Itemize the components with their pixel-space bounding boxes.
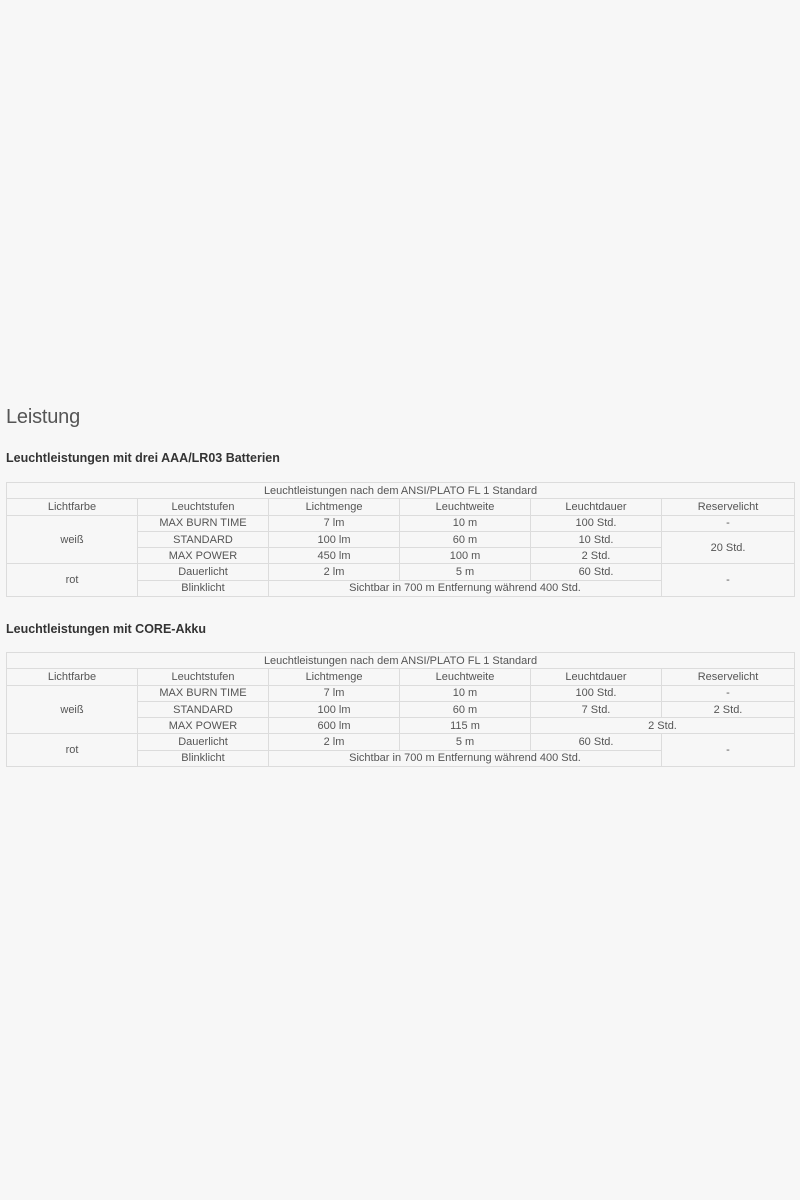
table-cell: 60 m	[400, 701, 531, 717]
table-cell: 2 lm	[269, 564, 400, 580]
table-cell: -	[662, 564, 795, 597]
table-cell: 10 m	[400, 685, 531, 701]
table-cell: 115 m	[400, 718, 531, 734]
table-cell: 7 lm	[269, 685, 400, 701]
header-row	[7, 669, 795, 685]
table-cell: 5 m	[400, 564, 531, 580]
column-header: Lichtfarbe	[7, 669, 138, 685]
table-cell: 7 Std.	[531, 701, 662, 717]
header-row	[7, 499, 795, 515]
light-color-cell: rot	[7, 734, 138, 767]
table-cell: STANDARD	[138, 531, 269, 547]
table-cell: -	[662, 685, 795, 701]
table-cell: 60 m	[400, 531, 531, 547]
table-cell: Blinklicht	[138, 580, 269, 596]
table-row	[7, 515, 795, 531]
table-row	[7, 734, 795, 750]
light-color-cell: weiß	[7, 685, 138, 734]
column-header: Leuchtstufen	[138, 499, 269, 515]
section-title: Leistung	[6, 406, 81, 428]
column-header: Lichtmenge	[269, 669, 400, 685]
table-cell: 60 Std.	[531, 564, 662, 580]
table-cell: MAX BURN TIME	[138, 685, 269, 701]
table-cell: 7 lm	[269, 515, 400, 531]
table-cell: MAX BURN TIME	[138, 515, 269, 531]
table-cell: STANDARD	[138, 701, 269, 717]
column-header: Leuchtdauer	[531, 669, 662, 685]
light-color-cell: weiß	[7, 515, 138, 564]
table-cell-note: Sichtbar in 700 m Entfernung während 400 Std.	[269, 580, 662, 596]
column-header: Reservelicht	[662, 499, 795, 515]
column-header: Lichtmenge	[269, 499, 400, 515]
table-cell: 100 m	[400, 548, 531, 564]
table-cell: -	[662, 734, 795, 767]
table-heading-core: Leuchtleistungen mit CORE-Akku	[6, 622, 207, 636]
table-cell: MAX POWER	[138, 548, 269, 564]
caption-row	[7, 483, 795, 499]
caption-row	[7, 653, 795, 669]
table-cell: 2 Std.	[531, 718, 795, 734]
table-cell: 10 m	[400, 515, 531, 531]
column-header: Leuchtstufen	[138, 669, 269, 685]
table-row	[7, 685, 795, 701]
table-row	[7, 564, 795, 580]
table-cell: Dauerlicht	[138, 564, 269, 580]
column-header: Lichtfarbe	[7, 499, 138, 515]
table-caption: Leuchtleistungen nach dem ANSI/PLATO FL 1 Standard	[7, 483, 795, 499]
table-cell-note: Sichtbar in 700 m Entfernung während 400 Std.	[269, 750, 662, 766]
column-header: Leuchtweite	[400, 499, 531, 515]
table-caption: Leuchtleistungen nach dem ANSI/PLATO FL 1 Standard	[7, 653, 795, 669]
table-cell: 2 Std.	[531, 548, 662, 564]
column-header: Leuchtweite	[400, 669, 531, 685]
table-cell: 100 lm	[269, 701, 400, 717]
table-cell: 100 Std.	[531, 685, 662, 701]
table-cell: 20 Std.	[662, 531, 795, 564]
table-cell: 5 m	[400, 734, 531, 750]
spec-table-aaa	[6, 482, 795, 597]
column-header: Reservelicht	[662, 669, 795, 685]
table-cell: 10 Std.	[531, 531, 662, 547]
table-cell: Blinklicht	[138, 750, 269, 766]
table-cell: 2 Std.	[662, 701, 795, 717]
table-cell: 100 lm	[269, 531, 400, 547]
table-cell: Dauerlicht	[138, 734, 269, 750]
table-cell: 450 lm	[269, 548, 400, 564]
table-cell: 2 lm	[269, 734, 400, 750]
light-color-cell: rot	[7, 564, 138, 597]
spec-table-core	[6, 652, 795, 767]
column-header: Leuchtdauer	[531, 499, 662, 515]
table-cell: -	[662, 515, 795, 531]
table-heading-aaa: Leuchtleistungen mit drei AAA/LR03 Batterien	[6, 451, 280, 465]
table-cell: 100 Std.	[531, 515, 662, 531]
table-cell: 600 lm	[269, 718, 400, 734]
table-cell: 60 Std.	[531, 734, 662, 750]
table-cell: MAX POWER	[138, 718, 269, 734]
